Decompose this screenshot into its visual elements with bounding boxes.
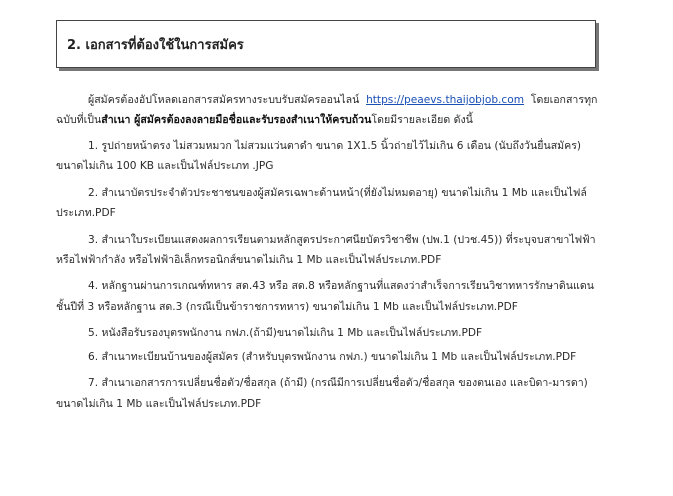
- item-1-line-2: ขนาดไม่เกิน 100 KB และเป็นไฟล์ประเภท .JPG: [56, 160, 274, 172]
- intro-text: ผู้สมัครต้องอัปโหลดเอกสารสมัครทางระบบรับสมัครออนไลน์: [88, 94, 360, 106]
- item-4-line-2: ชั้นปีที่ 3 หรือหลักฐาน สด.3 (กรณีเป็นข้าราชการทหาร) ขนาดไม่เกิน 1 Mb และเป็นไฟล์ประเภท.PDF: [56, 301, 518, 313]
- intro-text-c: โดยมีรายละเอียด ดังนี้: [371, 114, 473, 126]
- item-5-line-1: 5. หนังสือรับรองบุตรพนักงาน กฟภ.(ถ้ามี)ขนาดไม่เกิน 1 Mb และเป็นไฟล์ประเภท.PDF: [88, 327, 483, 339]
- intro-text-end: โดยเอกสารทุก: [530, 94, 598, 106]
- item-6-line-1: 6. สำเนาทะเบียนบ้านของผู้สมัคร (สำหรับบุตรพนักงาน กฟภ.) ขนาดไม่เกิน 1 Mb และเป็นไฟล์ประเภท.PDF: [88, 351, 577, 363]
- item-4-line-1: 4. หลักฐานผ่านการเกณฑ์ทหาร สด.43 หรือ สด.8 หรือหลักฐานที่แสดงว่าสำเร็จการเรียนวิชาทหารรักษาดินแดน: [88, 280, 594, 292]
- item-2-line-1: 2. สำเนาบัตรประจำตัวประชาชนของผู้สมัครเฉพาะด้านหน้า(ที่ยังไม่หมดอายุ) ขนาดไม่เกิน 1 Mb และเป็นไฟล์: [88, 187, 587, 199]
- section-heading-box: [56, 20, 596, 68]
- intro-text-bold: สำเนา ผู้สมัครต้องลงลายมือชื่อและรับรองสำเนาให้ครบถ้วน: [101, 114, 372, 126]
- item-7-line-1: 7. สำเนาเอกสารการเปลี่ยนชื่อตัว/ชื่อสกุล (ถ้ามี) (กรณีมีการเปลี่ยนชื่อตัว/ชื่อสกุล ของตนเอง และบิดา-มารดา): [88, 377, 588, 389]
- item-1-line-1: 1. รูปถ่ายหน้าตรง ไม่สวมหมวก ไม่สวมแว่นตาดำ ขนาด 1X1.5 นิ้วถ่ายไว้ไม่เกิน 6 เดือน (นับถึงวันยื่นสมัคร): [88, 140, 582, 152]
- section-heading: 2. เอกสารที่ต้องใช้ในการสมัคร: [67, 38, 244, 53]
- item-3-line-1: 3. สำเนาใบระเบียนแสดงผลการเรียนตามหลักสูตรประกาศนียบัตรวิชาชีพ (ปพ.1 (ปวช.45)) ที่ระบุจบสาขาไฟฟ้า: [88, 234, 596, 246]
- item-3-line-2: หรือไฟฟ้ากำลัง หรือไฟฟ้าอิเล็กทรอนิกส์ขนาดไม่เกิน 1 Mb และเป็นไฟล์ประเภท.PDF: [56, 254, 442, 266]
- item-7-line-2: ขนาดไม่เกิน 1 Mb และเป็นไฟล์ประเภท.PDF: [56, 398, 262, 410]
- item-2-line-2: ประเภท.PDF: [56, 207, 116, 219]
- intro-line-1: [88, 94, 597, 107]
- application-link[interactable]: https://peaevs.thaijobjob.com: [366, 94, 525, 106]
- intro-text-a: ฉบับที่เป็น: [56, 114, 102, 126]
- intro-line-2: [56, 114, 473, 127]
